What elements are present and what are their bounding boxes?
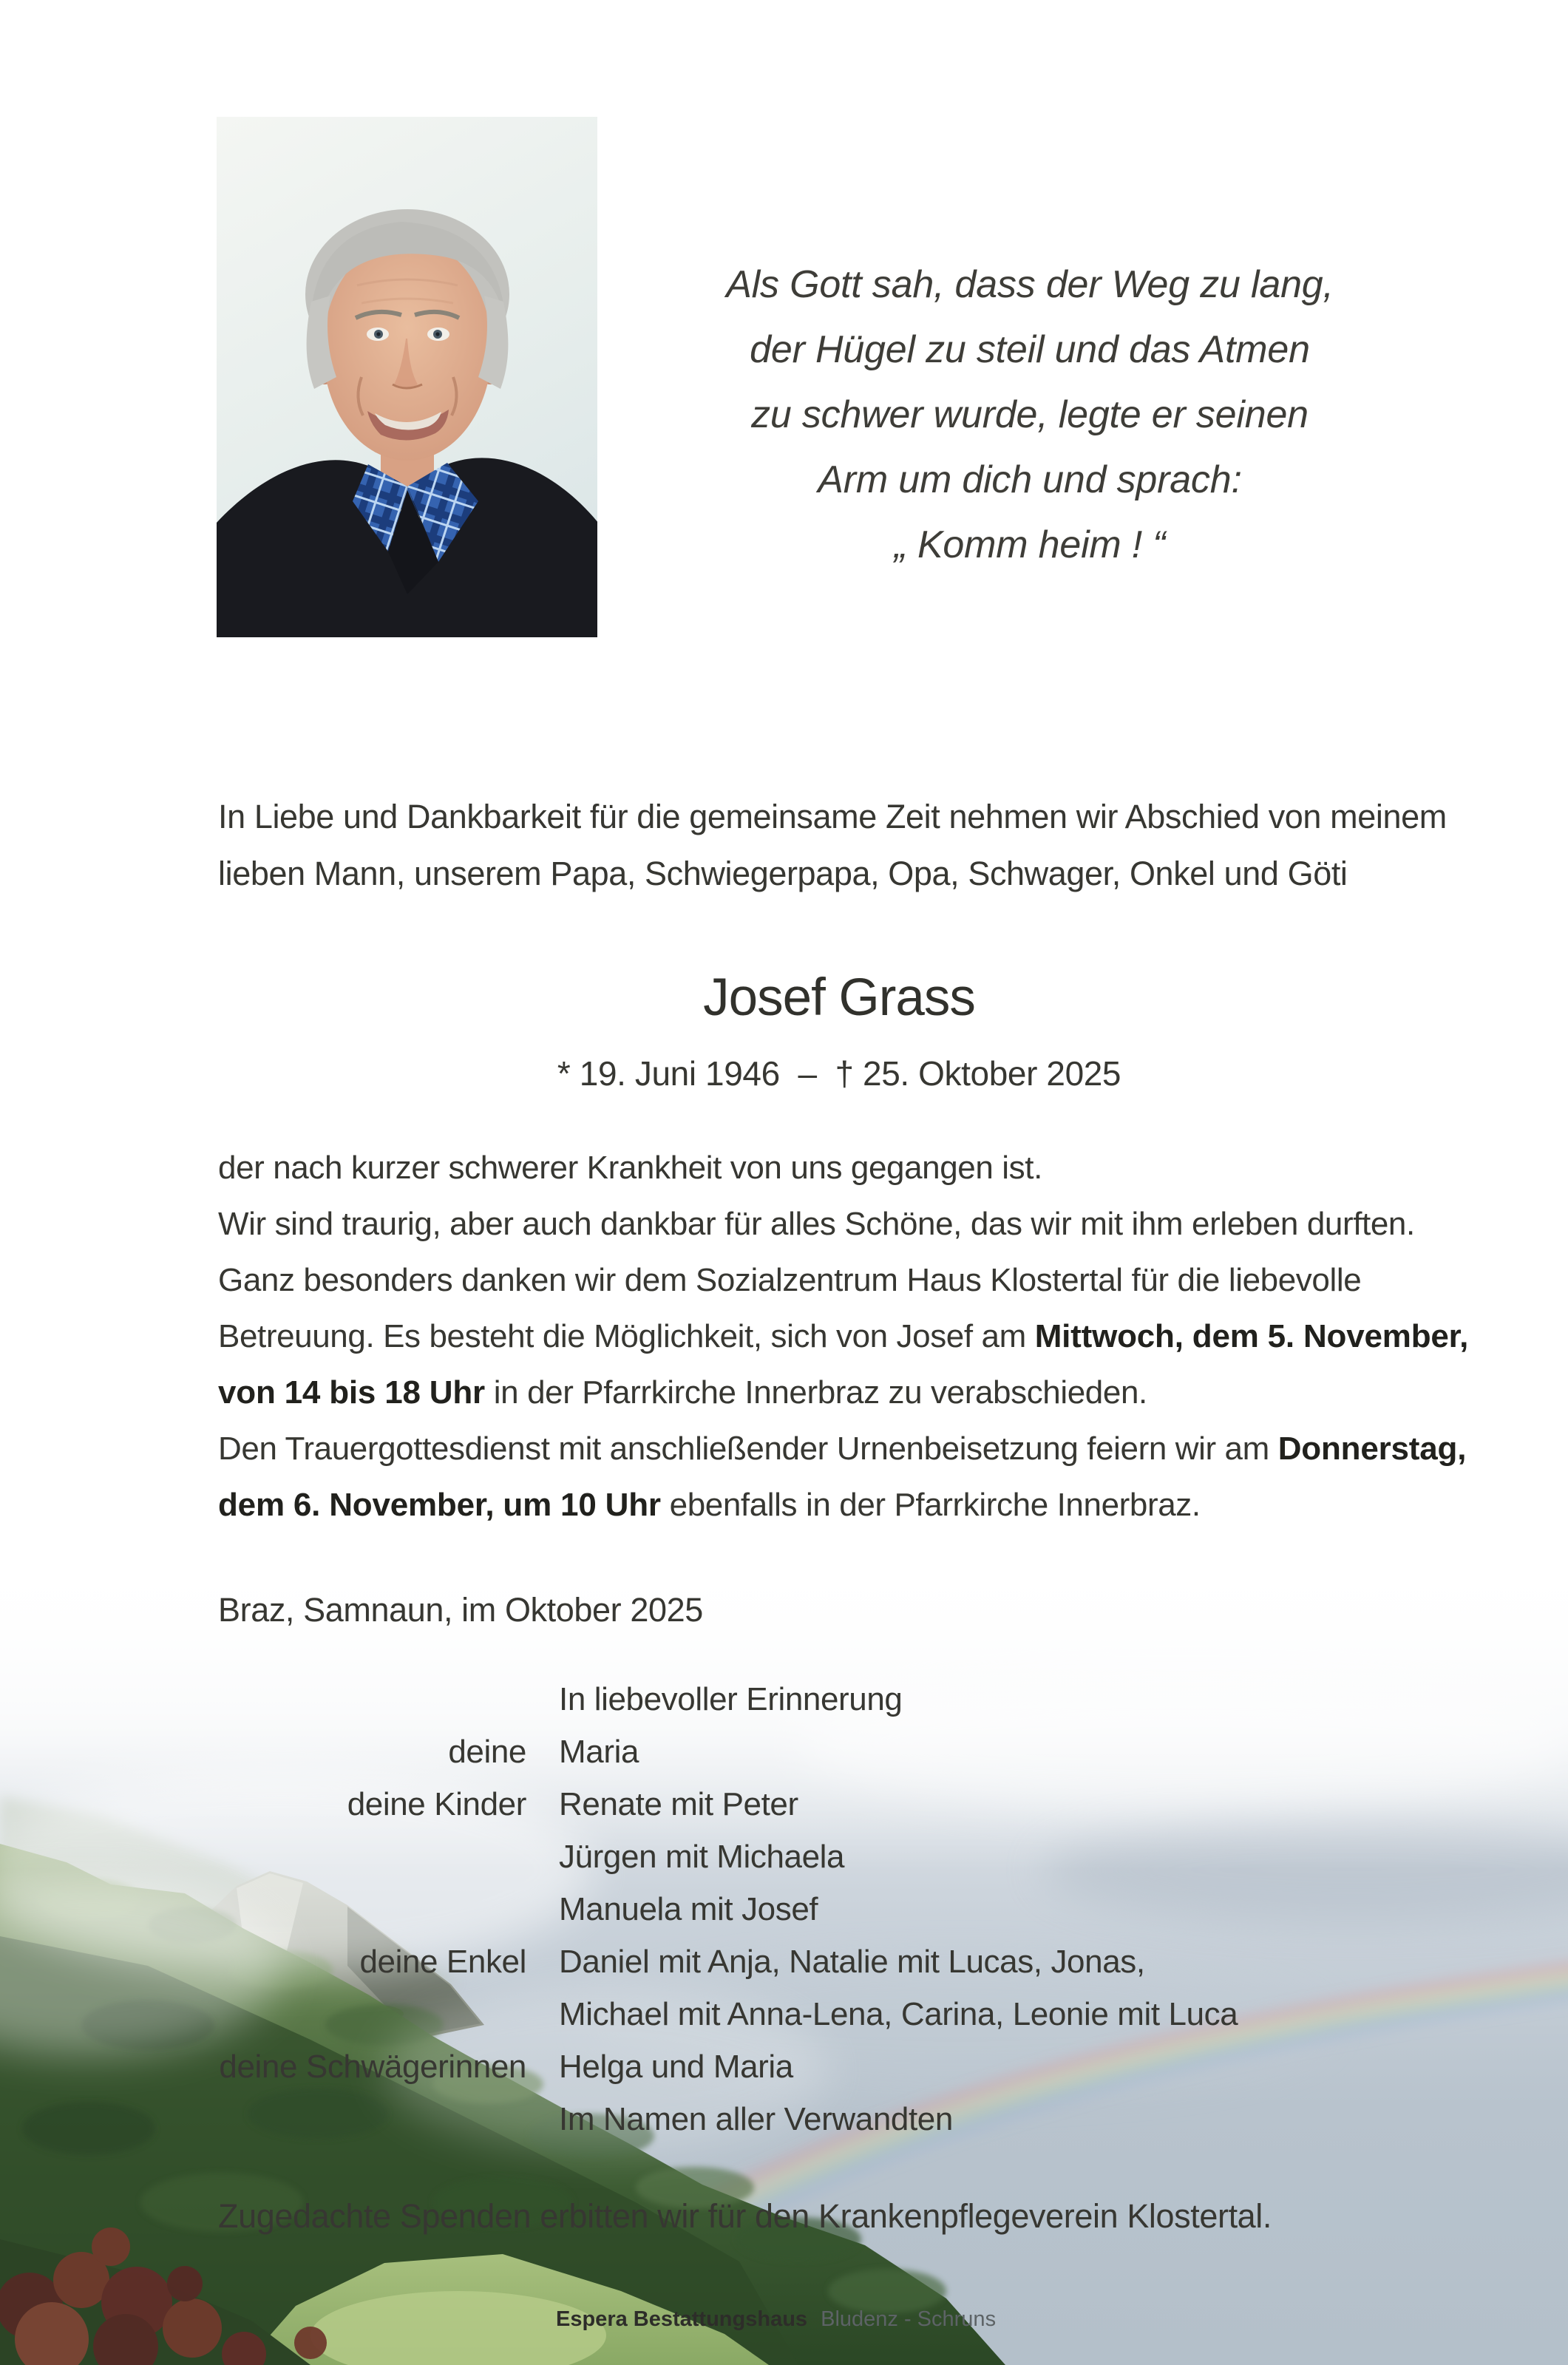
obituary-line: Wir sind traurig, aber auch dankbar für alles Schöne, das wir mit ihm erleben durften. [218, 1206, 1415, 1242]
quote-line: Als Gott sah, dass der Weg zu lang, [726, 263, 1334, 306]
family-role-label: deine Enkel [359, 1944, 526, 1980]
family-row [0, 1883, 1238, 1935]
quote-line: zu schwer wurde, legte er seinen [751, 393, 1309, 436]
intro-line: lieben Mann, unserem Papa, Schwiegerpapa, Opa, Schwager, Onkel und Göti [218, 855, 1348, 892]
family-role-label [0, 1988, 526, 2040]
obituary-paragraph [218, 1140, 1468, 1533]
family-row [0, 1726, 1238, 1778]
obituary-line: von 14 bis 18 Uhr in der Pfarrkirche Innerbraz zu verabschieden. [218, 1374, 1147, 1411]
place-date-line: Braz, Samnaun, im Oktober 2025 [218, 1591, 703, 1629]
family-row [0, 1988, 1238, 2040]
family-list [0, 1673, 1238, 2145]
family-role-label [0, 1673, 526, 1726]
family-member-names: Maria [559, 1734, 639, 1770]
obituary-line: der nach kurzer schwerer Krankheit von uns gegangen ist. [218, 1150, 1042, 1186]
portrait-image [217, 117, 597, 637]
life-dates: * 19. Juni 1946 – † 25. Oktober 2025 [557, 1054, 1121, 1093]
family-role-label: deine Schwägerinnen [219, 2049, 526, 2085]
family-member-names: Renate mit Peter [559, 1786, 798, 1822]
quote-line: Arm um dich und sprach: [818, 458, 1242, 501]
intro-line: In Liebe und Dankbarkeit für die gemeinsame Zeit nehmen wir Abschied von meinem [218, 798, 1447, 835]
obituary-line: Betreuung. Es besteht die Möglichkeit, sich von Josef am Mittwoch, dem 5. November, [218, 1318, 1469, 1354]
family-member-names: Daniel mit Anja, Natalie mit Lucas, Jonas, [559, 1944, 1145, 1980]
family-row [0, 1935, 1238, 1988]
family-row [0, 1673, 1238, 1726]
quote-line: „ Komm heim ! “ [894, 523, 1166, 566]
intro-paragraph [218, 788, 1447, 902]
obituary-line: Den Trauergottesdienst mit anschließender Urnenbeisetzung feiern wir am Donnerstag, [218, 1431, 1467, 1467]
funeral-home-locations: Bludenz - Schruns [821, 2307, 997, 2331]
family-member-names: Im Namen aller Verwandten [559, 2101, 953, 2137]
family-member-names: Jürgen mit Michaela [559, 1839, 845, 1875]
family-role-label: deine Kinder [347, 1786, 526, 1822]
family-row [0, 1830, 1238, 1883]
funeral-home-footer [556, 2307, 996, 2332]
portrait-photo [217, 117, 597, 637]
obituary-line: Ganz besonders danken wir dem Sozialzentrum Haus Klostertal für die liebevolle [218, 1262, 1362, 1298]
family-row [0, 1778, 1238, 1830]
deceased-name: Josef Grass [703, 968, 975, 1027]
family-member-names: Helga und Maria [559, 2049, 793, 2085]
family-role-label [0, 1883, 526, 1935]
family-member-names: In liebevoller Erinnerung [559, 1681, 903, 1717]
family-member-names: Manuela mit Josef [559, 1891, 818, 1927]
family-role-label [0, 1830, 526, 1883]
quote-line: der Hügel zu steil und das Atmen [750, 328, 1310, 371]
family-row [0, 2040, 1238, 2093]
family-member-names: Michael mit Anna-Lena, Carina, Leonie mit Luca [559, 1996, 1238, 2032]
family-role-label: deine [448, 1734, 526, 1770]
funeral-home-name: Espera Bestattungshaus [556, 2307, 808, 2331]
memorial-quote [708, 252, 1351, 577]
family-row [0, 2093, 1238, 2145]
donation-note: Zugedachte Spenden erbitten wir für den Krankenpflegeverein Klostertal. [218, 2197, 1272, 2235]
obituary-line: dem 6. November, um 10 Uhr ebenfalls in der Pfarrkirche Innerbraz. [218, 1487, 1201, 1523]
family-role-label [0, 2093, 526, 2145]
